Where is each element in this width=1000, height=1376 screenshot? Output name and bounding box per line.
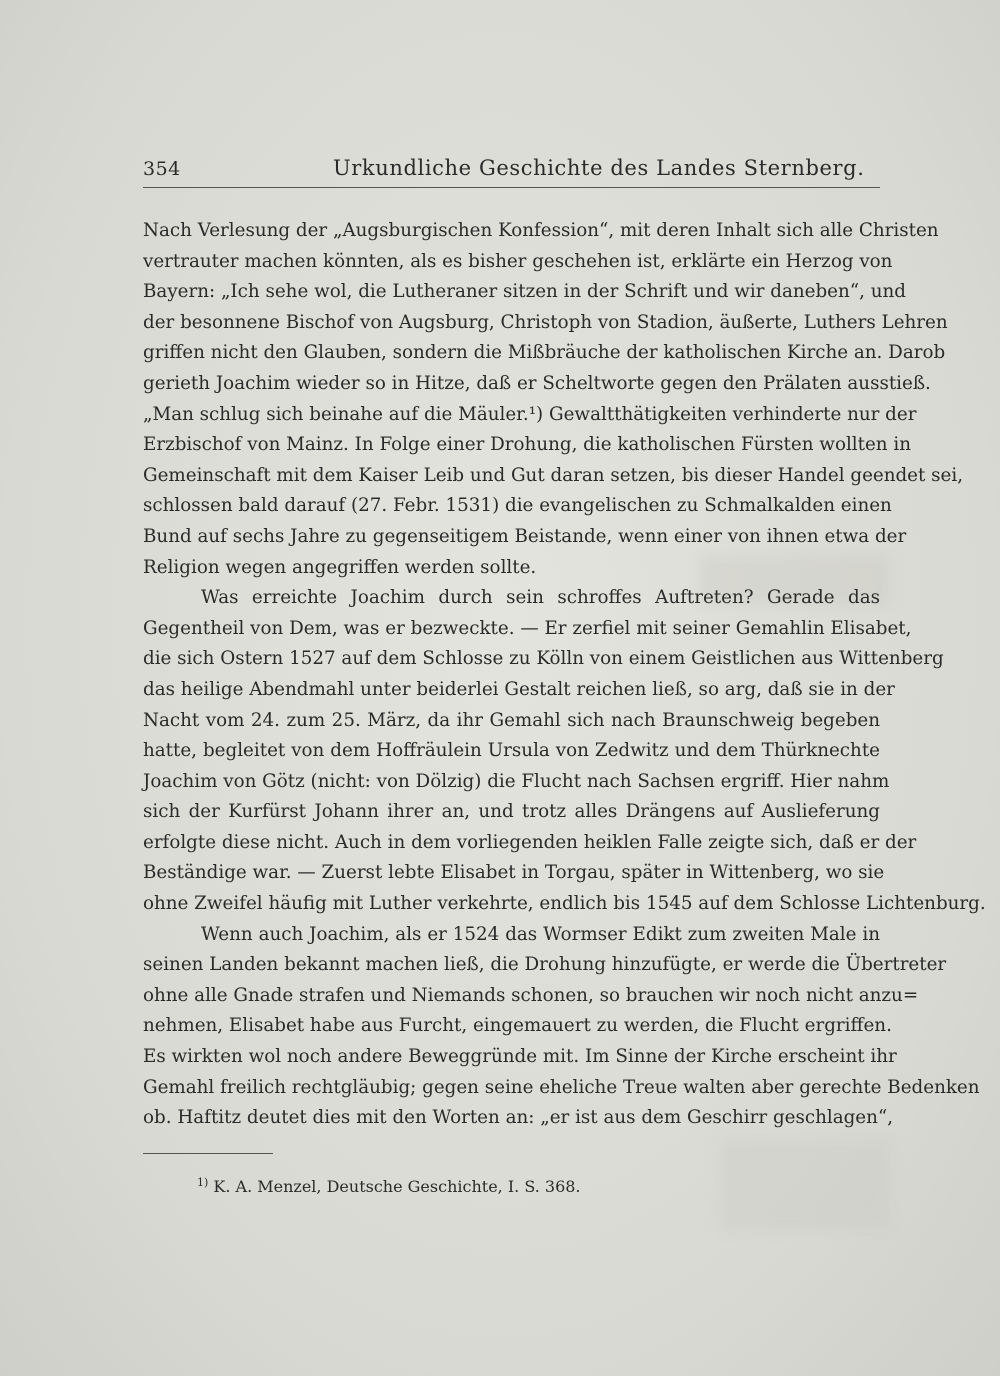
text-line: nehmen, Elisabet habe aus Furcht, eingemauert zu werden, die Flucht ergriffen. (143, 1015, 892, 1037)
body-text (143, 216, 986, 1134)
text-line: Es wirkten wol noch andere Beweggründe mit. Im Sinne der Kirche erscheint ihr (143, 1046, 897, 1068)
text-line: Gemahl freilich rechtgläubig; gegen seine eheliche Treue walten aber gerechte Bedenken (143, 1076, 980, 1098)
text-line: das heilige Abendmahl unter beiderlei Gestalt reichen ließ, so arg, daß sie in der (143, 678, 895, 700)
text-line: Beständige war. — Zuerst lebte Elisabet in Torgau, später in Wittenberg, wo sie (143, 862, 885, 884)
footnote-text: K. A. Menzel, Deutsche Geschichte, I. S. 368. (213, 1177, 581, 1196)
text-line: Nacht vom 24. zum 25. März, da ihr Gemahl sich nach Braunschweig begeben (143, 709, 880, 731)
text-line: Wenn auch Joachim, als er 1524 das Wormser Edikt zum zweiten Male in (201, 923, 880, 945)
text-line: sich der Kurfürst Johann ihrer an, und trotz alles Drängens auf Auslieferung (143, 801, 880, 823)
text-line: Was erreichte Joachim durch sein schroffes Auftreten? Gerade das (201, 587, 880, 609)
text-line: die sich Ostern 1527 auf dem Schlosse zu Kölln von einem Geistlichen aus Wittenberg (143, 648, 944, 670)
text-line: seinen Landen bekannt machen ließ, die Drohung hinzufügte, er werde die Übertreter (143, 954, 947, 976)
text-line: vertrauter machen könnten, als es bisher geschehen ist, erklärte ein Herzog von (143, 250, 893, 272)
footnote (197, 1176, 581, 1196)
text-line: hatte, begleitet von dem Hoffräulein Ursula von Zedwitz und dem Thürknechte (143, 740, 880, 762)
text-line: Erzbischof von Mainz. In Folge einer Drohung, die katholischen Fürsten wollten in (143, 434, 912, 456)
text-line: Joachim von Götz (nicht: von Dölzig) die Flucht nach Sachsen ergriff. Hier nahm (143, 770, 890, 792)
text-line: erfolgte diese nicht. Auch in dem vorliegenden heiklen Falle zeigte sich, daß er der (143, 831, 917, 853)
text-line: ohne Zweifel häufig mit Luther verkehrte, endlich bis 1545 auf dem Schlosse Lichtenburg. (143, 893, 986, 915)
text-line: Bund auf sechs Jahre zu gegenseitigem Beistande, wenn einer von ihnen etwa der (143, 525, 907, 547)
text-line: Religion wegen angegriffen werden sollte. (143, 556, 537, 578)
text-line: der besonnene Bischof von Augsburg, Christoph von Stadion, äußerte, Luthers Lehren (143, 311, 948, 333)
header-rule (143, 187, 880, 188)
text-line: ohne alle Gnade strafen und Niemands schonen, so brauchen wir noch nicht anzu= (143, 984, 919, 1006)
text-line: Nach Verlesung der „Augsburgischen Konfession“, mit deren Inhalt sich alle Christen (143, 220, 939, 241)
text-line: Gemeinschaft mit dem Kaiser Leib und Gut daran setzen, bis dieser Handel geendet sei, (143, 464, 964, 486)
text-line: griffen nicht den Glauben, sondern die Mißbräuche der katholischen Kirche an. Darob (143, 342, 946, 364)
footnote-rule (143, 1153, 273, 1154)
text-line: ob. Haftitz deutet dies mit den Worten an: „er ist aus dem Geschirr geschlagen“, (143, 1107, 894, 1129)
bleed-through-smudge (720, 1140, 890, 1230)
text-line: Gegentheil von Dem, was er bezweckte. — Er zerfiel mit seiner Gemahlin Elisabet, (143, 617, 912, 639)
page-number: 354 (143, 158, 181, 180)
text-line: gerieth Joachim wieder so in Hitze, daß er Scheltworte gegen den Prälaten ausstieß. (143, 372, 931, 394)
text-line: Bayern: „Ich sehe wol, die Lutheraner sitzen in der Schrift und wir daneben“, und (143, 281, 906, 303)
page-header (143, 156, 880, 186)
footnote-marker: 1) (197, 1176, 209, 1189)
text-line: „Man schlug sich beinahe auf die Mäuler.¹) Gewaltthätigkeiten verhinderte nur der (143, 403, 917, 425)
text-line: schlossen bald darauf (27. Febr. 1531) die evangelischen zu Schmalkalden einen (143, 495, 892, 517)
running-head: Urkundliche Geschichte des Landes Sternberg. (333, 156, 865, 180)
